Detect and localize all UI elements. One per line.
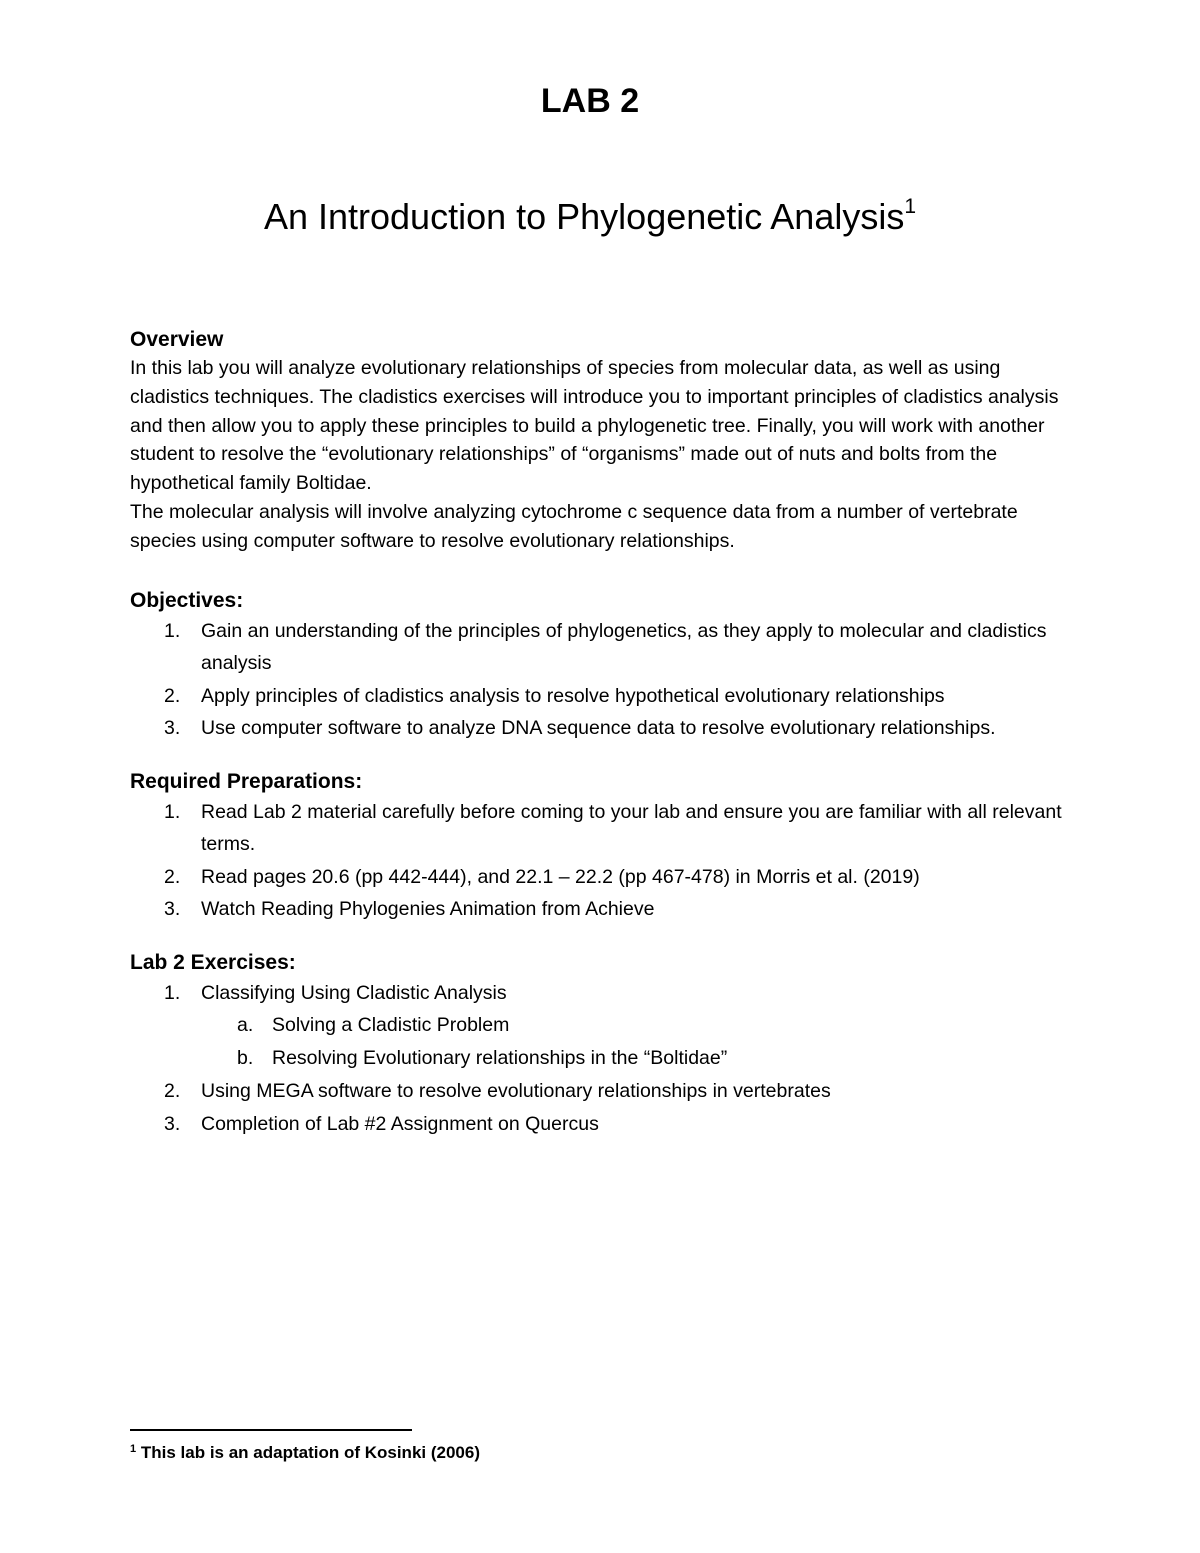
exercises-sublist xyxy=(201,1009,1070,1075)
item-text: Read pages 20.6 (pp 442-444), and 22.1 – 22.2 (pp 467-478) in Morris et al. (2019) xyxy=(201,865,920,888)
page-title xyxy=(0,196,1180,238)
exercises-heading: Lab 2 Exercises: xyxy=(130,950,296,974)
item-number: 2. xyxy=(164,1080,181,1103)
list-item xyxy=(130,680,1070,713)
preparations-list xyxy=(130,796,1070,926)
item-number: 3. xyxy=(164,898,181,921)
title-footnote-mark[interactable]: 1 xyxy=(904,195,917,218)
objectives-heading: Objectives: xyxy=(130,588,244,612)
preparations-heading: Required Preparations: xyxy=(130,769,363,793)
list-item xyxy=(130,977,1070,1076)
item-number: 3. xyxy=(164,717,181,740)
item-text: Watch Reading Phylogenies Animation from Achieve xyxy=(201,898,655,921)
footnote xyxy=(130,1443,480,1463)
item-number: 1. xyxy=(164,619,181,642)
list-item xyxy=(130,893,1070,926)
item-number: 3. xyxy=(164,1112,181,1135)
overview-paragraph-1: In this lab you will analyze evolutionary relationships of species from molecular data, as well as using cladistics techniques. The cladistics exercises will introduce you to important principles of cladistics analysis and then allow you to apply these principles to build a phylogenetic tree. Finally, you will work with another student to resolve the “evolutionary relationships” of “organisms” made out of nuts and bolts from the hypothetical family Boltidae. xyxy=(130,357,1059,495)
footnote-separator xyxy=(130,1429,412,1431)
objectives-list xyxy=(130,615,1070,745)
document-body xyxy=(130,325,1070,1140)
item-text: Read Lab 2 material carefully before coming to your lab and ensure you are familiar with all relevant terms. xyxy=(201,800,1062,856)
sub-item-text: Solving a Cladistic Problem xyxy=(272,1014,510,1037)
sub-item-letter: a. xyxy=(237,1014,254,1037)
sub-item-letter: b. xyxy=(237,1047,254,1070)
overview-section xyxy=(130,325,1070,556)
list-item xyxy=(130,796,1070,861)
footnote-text: This lab is an adaptation of Kosinki (2006) xyxy=(140,1443,480,1462)
preparations-section xyxy=(130,767,1070,926)
exercises-section xyxy=(130,948,1070,1141)
item-number: 1. xyxy=(164,800,181,823)
item-text: Using MEGA software to resolve evolutionary relationships in vertebrates xyxy=(201,1080,831,1103)
item-text: Apply principles of cladistics analysis to resolve hypothetical evolutionary relationships xyxy=(201,684,945,707)
item-text: Classifying Using Cladistic Analysis xyxy=(201,981,507,1004)
sub-list-item xyxy=(201,1009,1070,1042)
sub-item-text: Resolving Evolutionary relationships in the “Boltidae” xyxy=(272,1047,728,1070)
list-item xyxy=(130,861,1070,894)
sub-list-item xyxy=(201,1042,1070,1075)
objectives-section xyxy=(130,586,1070,745)
overview-paragraph-2: The molecular analysis will involve analyzing cytochrome c sequence data from a number of vertebrate species using computer software to resolve evolutionary relationships. xyxy=(130,500,1018,552)
item-number: 2. xyxy=(164,684,181,707)
list-item xyxy=(130,1108,1070,1141)
list-item xyxy=(130,712,1070,745)
item-text: Gain an understanding of the principles of phylogenetics, as they apply to molecular and cladistics analysis xyxy=(201,619,1047,675)
item-text: Completion of Lab #2 Assignment on Quercus xyxy=(201,1112,599,1135)
list-item xyxy=(130,615,1070,680)
lab-label: LAB 2 xyxy=(540,82,640,120)
list-item xyxy=(130,1075,1070,1108)
overview-heading: Overview xyxy=(130,328,224,351)
exercises-list xyxy=(130,977,1070,1141)
page-title-text: An Introduction to Phylogenetic Analysis xyxy=(263,196,905,237)
item-number: 1. xyxy=(164,981,181,1004)
footnote-mark: 1 xyxy=(130,1443,137,1455)
item-text: Use computer software to analyze DNA sequence data to resolve evolutionary relationships. xyxy=(201,717,996,740)
item-number: 2. xyxy=(164,865,181,888)
